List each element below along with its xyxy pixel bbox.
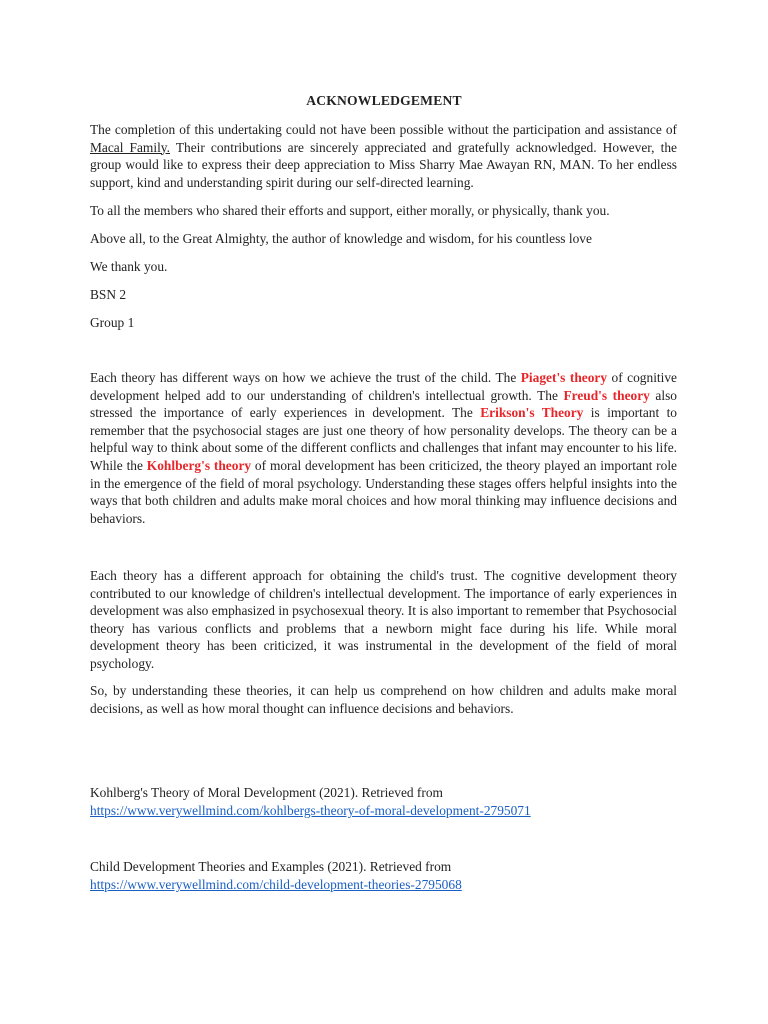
theory-text-5: of moral development has been criticized, the theory played an important role in the emergence of the field of moral psychology. Understanding these stages offers helpful insights into the ways that both children and adults make moral choices and how moral thinking may influence decisions and behaviors. xyxy=(90,457,677,526)
theory-paragraph xyxy=(90,369,677,527)
reference-citation: Child Development Theories and Examples (2021). Retrieved from xyxy=(90,859,452,874)
class-name: BSN 2 xyxy=(90,287,127,302)
conclusion-paragraph: So, by understanding these theories, it can help us comprehend on how children and adults make moral decisions, as well as how moral thought can influence decisions and behaviors. xyxy=(90,683,677,716)
ack-text-end: Their contributions are sincerely appreciated and gratefully acknowledged. However, the group would like to express their deep appreciation to Miss Sharry Mae Awayan RN, MAN. To her endless support, kind and understanding spirit during our self-directed learning. xyxy=(90,139,677,190)
kohlberg-theory-label: Kohlberg's theory xyxy=(146,457,252,473)
theory-text-4: is important to remember that the psychosocial stages are just one theory of how personality develops. The theory can be a helpful way to think about some of the different conflicts and challenges that infant may encounter to his life. While the xyxy=(90,405,677,473)
theory-text-3: also stressed the importance of early experiences in development. The xyxy=(90,387,678,421)
almighty-thanks: Above all, to the Great Almighty, the author of knowledge and wisdom, for his countless love xyxy=(90,231,592,246)
reference-citation: Kohlberg's Theory of Moral Development (2021). Retrieved from xyxy=(90,785,443,800)
ack-text-start: The completion of this undertaking could not have been possible without the participation and assistance of xyxy=(90,122,677,137)
we-thank-you: We thank you. xyxy=(90,259,168,274)
theory-text-2: of cognitive development helped add to our understanding of children's intellectual growth. The xyxy=(90,370,677,403)
page-title: ACKNOWLEDGEMENT xyxy=(306,93,462,108)
reference-link[interactable]: https://www.verywellmind.com/child-development-theories-2795068 xyxy=(90,877,462,892)
paraphrase-paragraph: Each theory has a different approach for obtaining the child's trust. The cognitive development theory contributed to our knowledge of children's intellectual development. The importance of early experiences in development was also emphasized in psychosexual theory. It is also important to remember that Psychosocial theory has various conflicts and problems that a newborn might face during his life. While moral development theory has been criticized, it was instrumental in the development of the field of moral psychology. xyxy=(90,568,677,671)
freud-theory-label: Freud's theory xyxy=(563,387,650,403)
reference-link[interactable]: https://www.verywellmind.com/kohlbergs-theory-of-moral-development-2795071 xyxy=(90,803,531,818)
theory-text-1: Each theory has different ways on how we achieve the trust of the child. The xyxy=(90,370,521,385)
members-thanks: To all the members who shared their efforts and support, either morally, or physically, thank you. xyxy=(90,203,610,218)
family-name: Macal Family. xyxy=(90,139,170,155)
acknowledgement-paragraph xyxy=(90,121,677,191)
erikson-theory-label: Erikson's Theory xyxy=(480,405,584,421)
group-name: Group 1 xyxy=(90,315,135,330)
piaget-theory-label: Piaget's theory xyxy=(520,370,608,385)
